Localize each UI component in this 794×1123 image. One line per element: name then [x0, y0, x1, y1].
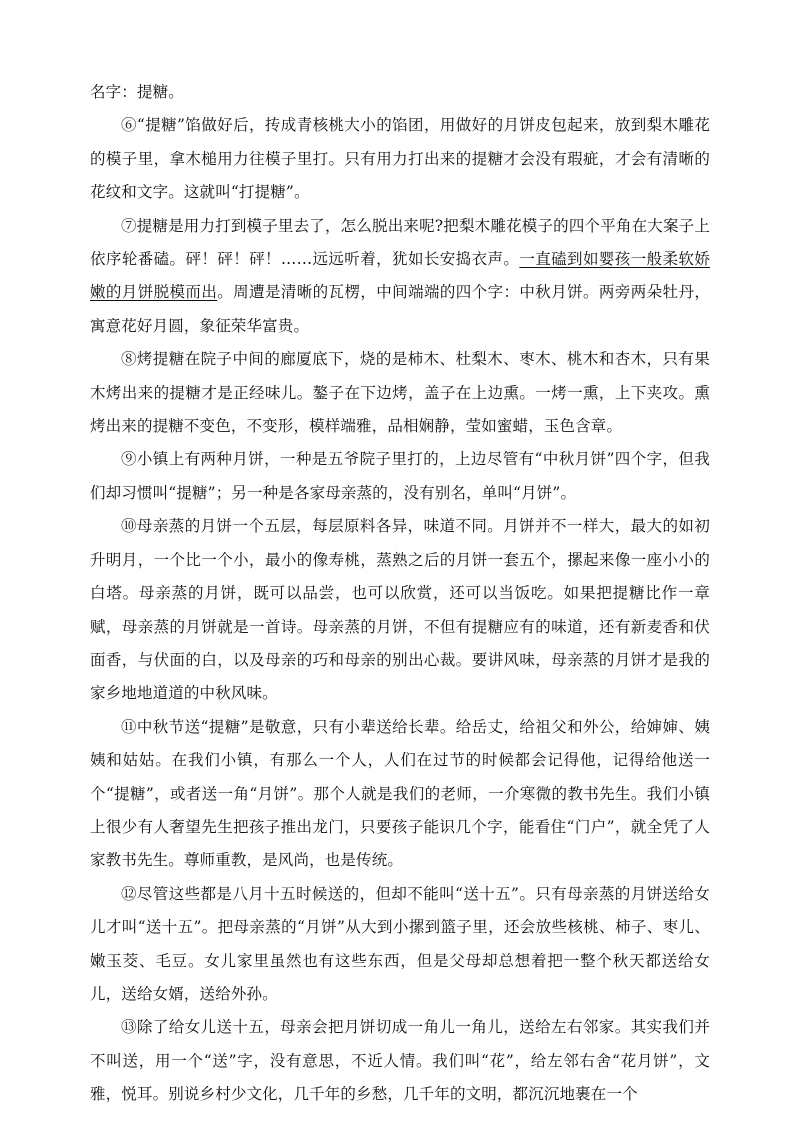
paragraph-11: ⑪中秋节送“提糖”是敬意，只有小辈送给长辈。给岳丈，给祖父和外公，给婶婶、姨姨和姑姑。在我们小镇，有那么一个人，人们在过节的时候都会记得他，记得给他送一个“提糖”，或者送一角“月饼”。那个人就是我们的老师，一介寒微的教书先生。我们小镇上很少有人奢望先生把孩子推出龙门，只要孩子能识几个字，能看住“门户”，就全凭了人家教书先生。尊师重教，是风尚，也是传统。 — [90, 717, 710, 870]
paragraph-12: ⑫尽管这些都是八月十五时候送的，但却不能叫“送十五”。只有母亲蒸的月饼送给女儿才叫“送十五”。把母亲蒸的“月饼”从大到小摞到篮子里，还会放些核桃、柿子、枣儿、嫩玉茭、毛豆。女儿家里虽然也有这些东西，但是父母却总想着把一整个秋天都送给女儿，送给女婿，送给外孙。 — [90, 884, 710, 1003]
paragraph-7-before: ⑦提糖是用力打到模子里去了，怎么脱出来呢?把梨木雕花模子的四个平角在大案子上依序轮番磕。砰！砰！砰！……远远听着，犹如长安捣衣声。 — [90, 216, 710, 269]
paragraph-10: ⑩母亲蒸的月饼一个五层，每层原料各异，味道不同。月饼并不一样大，最大的如初升明月，一个比一个小，最小的像寿桃，蒸熟之后的月饼一套五个，摞起来像一座小小的白塔。母亲蒸的月饼，既可以品尝，也可以欣赏，还可以当饭吃。如果把提糖比作一章赋，母亲蒸的月饼就是一首诗。母亲蒸的月饼，不但有提糖应有的味道，还有新麦香和伏面香，与伏面的白，以及母亲的巧和母亲的别出心裁。要讲风味，母亲蒸的月饼才是我的家乡地地道道的中秋风味。 — [90, 517, 710, 703]
paragraph-13: ⑬除了给女儿送十五，母亲会把月饼切成一角儿一角儿，送给左右邻家。其实我们并不叫送，用一个“送”字，没有意思，不近人情。我们叫“花”，给左邻右舍“花月饼”，文雅，悦耳。别说乡村少文化，几千年的乡愁，几千年的文明，都沉沉地裹在一个 — [90, 1018, 710, 1104]
underlined-sentence: 一直磕到如婴孩一般柔软娇嫩的月饼脱模而出 — [90, 250, 710, 302]
paragraph-8: ⑧烤提糖在院子中间的廊厦底下，烧的是柿木、杜梨木、枣木、桃木和杏木，只有果木烤出来的提糖才是正经味儿。鏊子在下边烤，盖子在上边熏。一烤一熏，上下夹攻。熏烤出来的提糖不变色，不变形，模样端雅，品相娴静，莹如蜜蜡，玉色含章。 — [90, 350, 710, 436]
paragraph-intro: 名字：提糖。 — [90, 83, 184, 101]
paragraph-6: ⑥“提糖”馅做好后，抟成青核桃大小的馅团，用做好的月饼皮包起来，放到梨木雕花的模子里，拿木槌用力往模子里打。只有用力打出来的提糖才会没有瑕疵，才会有清晰的花纹和文字。这就叫“打提糖”。 — [90, 116, 710, 202]
document-page — [90, 76, 710, 1112]
paragraph-7-after: 。周遭是清晰的瓦楞，中间端端的四个字：中秋月饼。两旁两朵牡丹，寓意花好月圆，象征荣华富贵。 — [90, 283, 710, 335]
paragraph-9: ⑨小镇上有两种月饼，一种是五爷院子里打的，上边尽管有“中秋月饼”四个字，但我们却习惯叫“提糖”；另一种是各家母亲蒸的，没有别名，单叫“月饼”。 — [90, 450, 710, 502]
paragraph-7 — [90, 210, 710, 344]
